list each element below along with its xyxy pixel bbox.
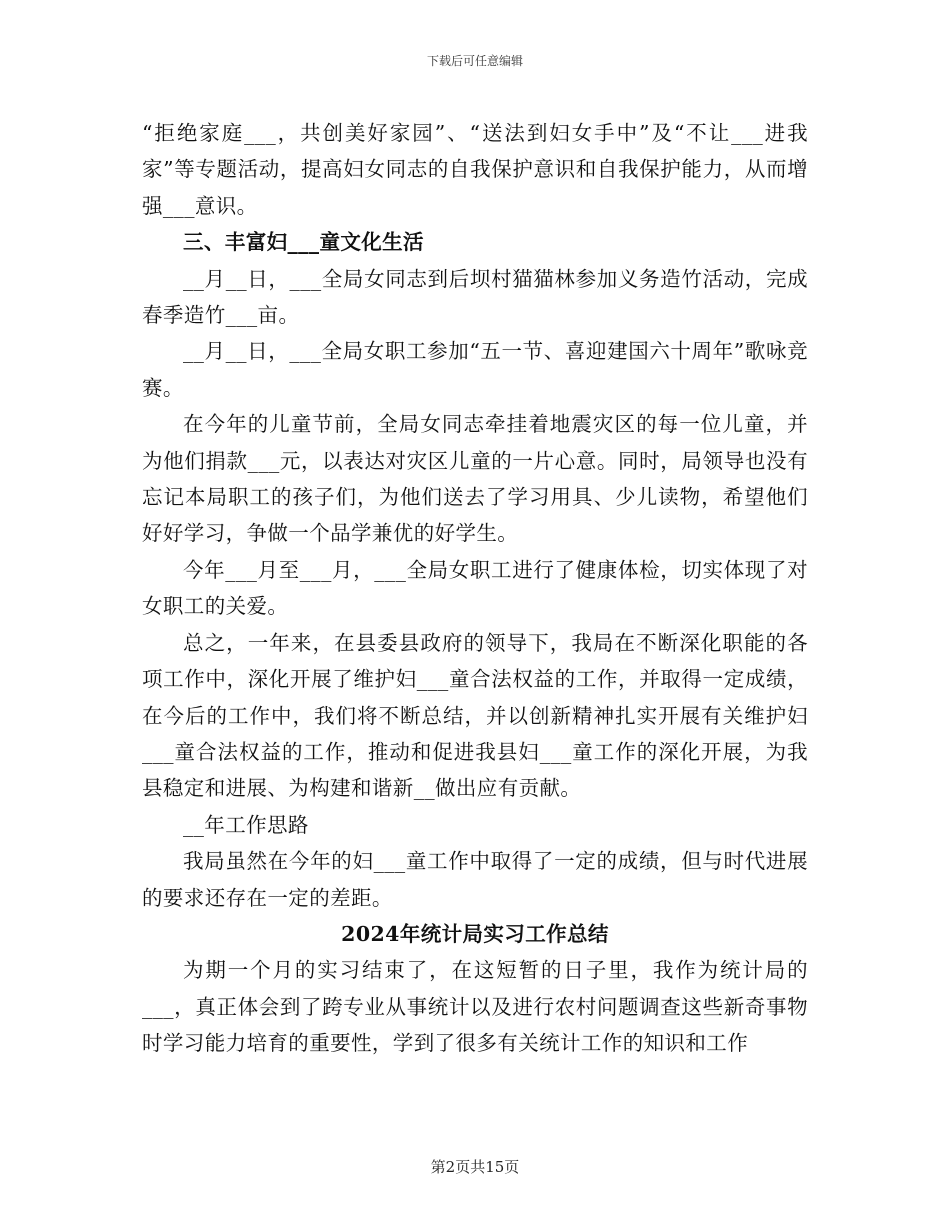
paragraph: 为期一个月的实习结束了，在这短暂的日子里，我作为统计局的___，真正体会到了跨专业从事统计以及进行农村问题调查这些新奇事物时学习能力培育的重要性，学到了很多有关统计工作的知识和工作 [142, 958, 808, 1056]
paragraph: 总之，一年来，在县委县政府的领导下，我局在不断深化职能的各项工作中，深化开展了维护妇___童合法权益的工作，并取得一定成绩，在今后的工作中，我们将不断总结，并以创新精神扎实开展有关维护妇___童合法权益的工作，推动和促进我县妇___童工作的深化开展，为我县稳定和进展、为构建和谐新__做出应有贡献。 [142, 630, 808, 801]
paragraph: __月__日，___全局女职工参加“五一节、喜迎建国六十周年”歌咏竞赛。 [142, 339, 808, 400]
section-heading: 三、丰富妇___童文化生活 [183, 230, 424, 255]
paragraph: 今年___月至___月，___全局女职工进行了健康体检，切实体现了对女职工的关爱。 [142, 557, 808, 619]
paragraph: __年工作思路 [183, 812, 309, 837]
page-header: 下载后可任意编辑 [426, 54, 523, 68]
paragraph: 在今年的儿童节前，全局女同志牵挂着地震灾区的每一位儿童，并为他们捐款___元，以表达对灾区儿童的一片心意。同时，局领导也没有忘记本局职工的孩子们，为他们送去了学习用具、少儿读物，希望他们好好学习，争做一个品学兼优的好学生。 [142, 412, 808, 546]
document-body [142, 115, 808, 1062]
document-title: 2024年统计局实习工作总结 [341, 921, 609, 946]
paragraph-continued: “拒绝家庭___，共创美好家园”、“送法到妇女手中”及“不让___进我家”等专题活动，提高妇女同志的自我保护意识和自我保护能力，从而增强___意识。 [142, 121, 808, 218]
page-footer: 第2页共15页 [430, 1158, 520, 1176]
paragraph: 我局虽然在今年的妇___童工作中取得了一定的成绩，但与时代进展的要求还存在一定的差距。 [142, 849, 808, 910]
paragraph: __月__日，___全局女同志到后坝村猫猫林参加义务造竹活动，完成春季造竹___亩。 [142, 266, 808, 328]
